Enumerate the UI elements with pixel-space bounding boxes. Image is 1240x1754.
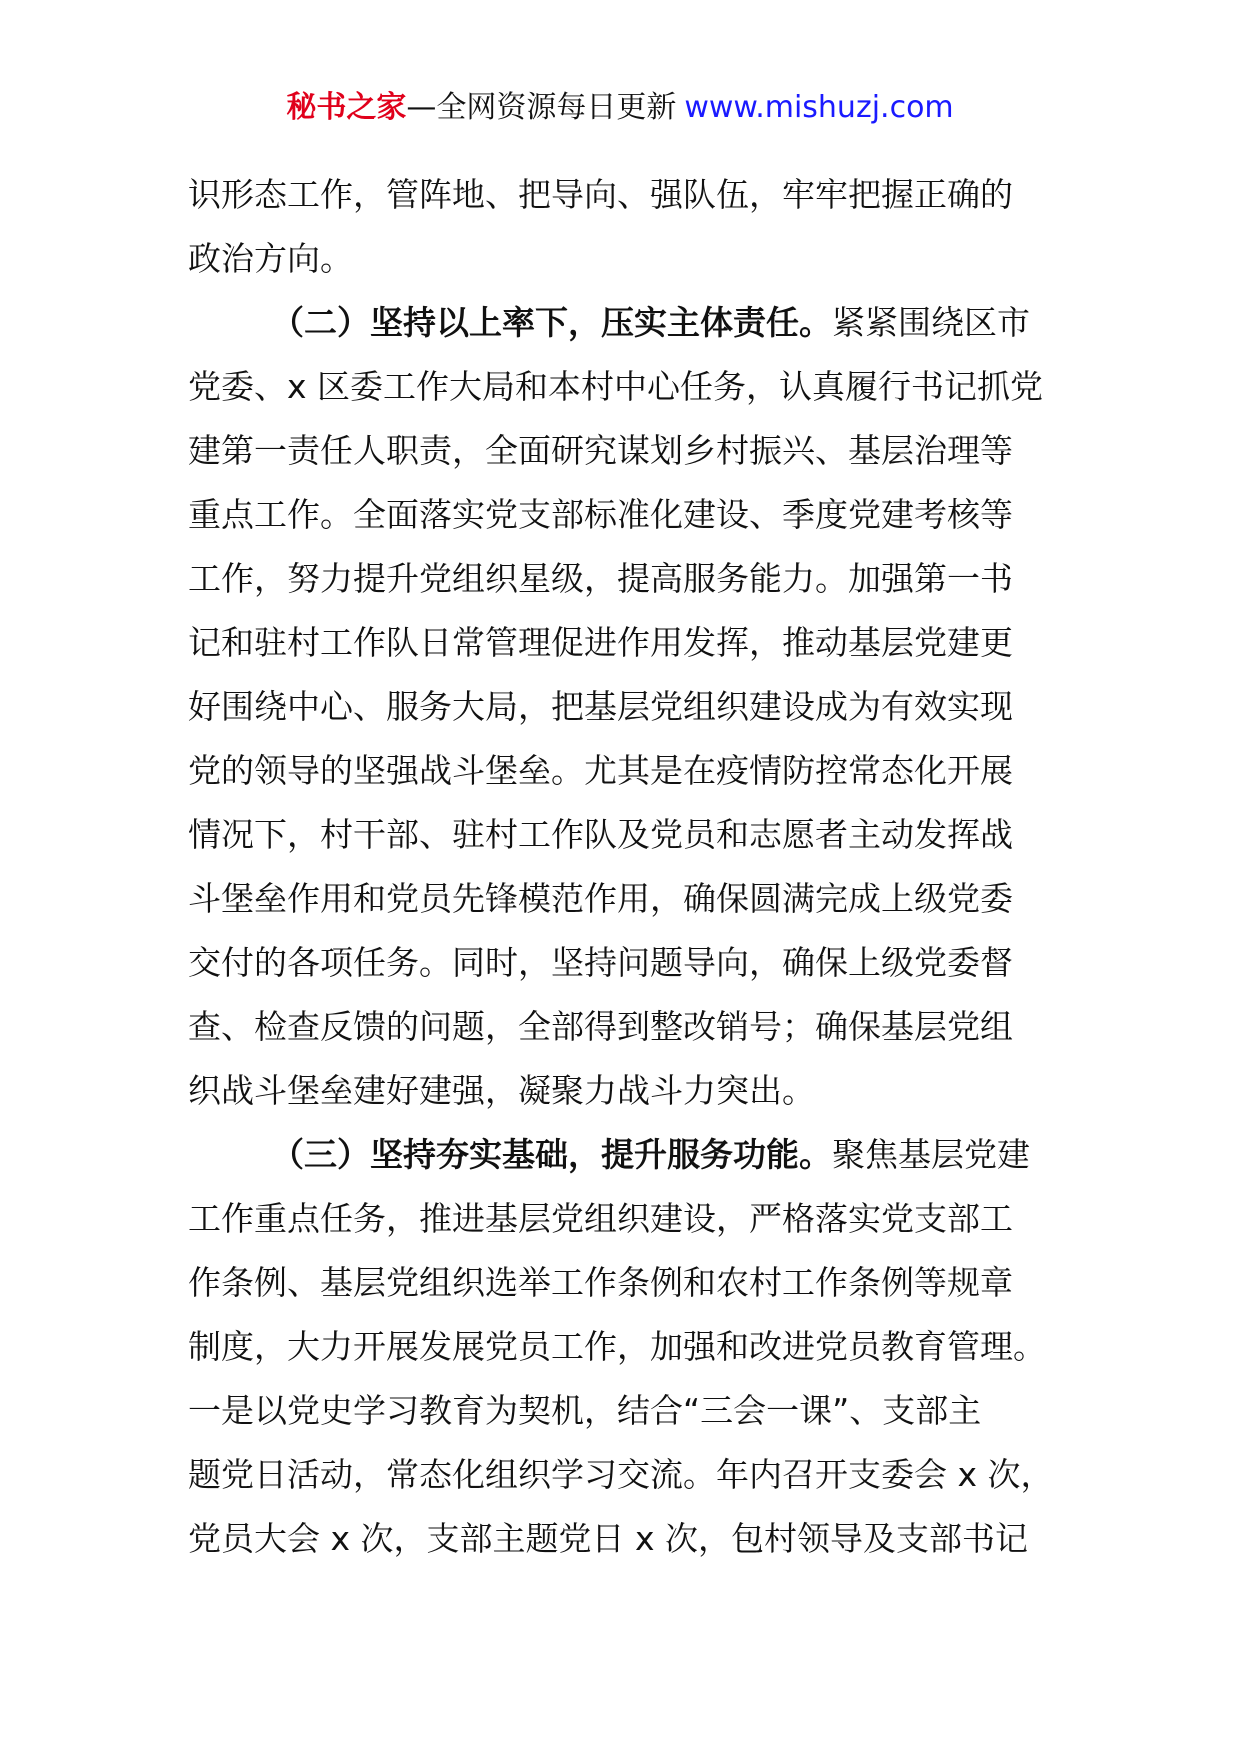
- text-line: 织战斗堡垒建好建强，凝聚力战斗力突出。: [188, 1071, 815, 1110]
- text-line: 识形态工作，管阵地、把导向、强队伍，牢牢把握正确的: [188, 175, 1013, 214]
- section-2-first-line: [188, 291, 1064, 355]
- brand-name: 秘书之家: [286, 90, 407, 125]
- site-url-link[interactable]: www.mishuzj.com: [684, 90, 954, 125]
- header-tagline: —全网资源每日更新: [406, 90, 677, 125]
- section-3-first-line: [188, 1123, 1064, 1187]
- text-line: 作条例、基层党组织选举工作条例和农村工作条例等规章: [188, 1263, 1013, 1302]
- text-line: 情况下，村干部、驻村工作队及党员和志愿者主动发挥战: [188, 815, 1013, 854]
- text-line: 党的领导的坚强战斗堡垒。尤其是在疫情防控常态化开展: [188, 751, 1013, 790]
- site-header: [0, 88, 1240, 128]
- text-line: 政治方向。: [188, 239, 353, 278]
- section-2-heading: （二）坚持以上率下，压实主体责任。: [271, 303, 832, 342]
- text-line: 记和驻村工作队日常管理促进作用发挥，推动基层党建更: [188, 623, 1013, 662]
- section-3-heading: （三）坚持夯实基础，提升服务功能。: [271, 1135, 832, 1174]
- text-line: 工作重点任务，推进基层党组织建设，严格落实党支部工: [188, 1199, 1013, 1238]
- text-line: 好围绕中心、服务大局，把基层党组织建设成为有效实现: [188, 687, 1013, 726]
- text-line: 斗堡垒作用和党员先锋模范作用，确保圆满完成上级党委: [188, 879, 1013, 918]
- text-line: 党员大会 x 次，支部主题党日 x 次，包村领导及支部书记: [188, 1519, 1029, 1558]
- document-body: [188, 163, 1064, 1571]
- text-line: 建第一责任人职责，全面研究谋划乡村振兴、基层治理等: [188, 431, 1013, 470]
- text-line: 制度，大力开展发展党员工作，加强和改进党员教育管理。: [188, 1327, 1046, 1366]
- text-line: 聚焦基层党建: [832, 1135, 1030, 1174]
- text-line: 交付的各项任务。同时，坚持问题导向，确保上级党委督: [188, 943, 1013, 982]
- text-line: 题党日活动，常态化组织学习交流。年内召开支委会 x 次，: [188, 1455, 1054, 1494]
- text-line: 党委、x 区委工作大局和本村中心任务，认真履行书记抓党: [188, 367, 1044, 406]
- text-line: 重点工作。全面落实党支部标准化建设、季度党建考核等: [188, 495, 1013, 534]
- text-line: 紧紧围绕区市: [832, 303, 1030, 342]
- text-line: 工作，努力提升党组织星级，提高服务能力。加强第一书: [188, 559, 1013, 598]
- text-line: 一是以党史学习教育为契机，结合“三会一课”、支部主: [188, 1391, 982, 1430]
- text-line: 查、检查反馈的问题，全部得到整改销号；确保基层党组: [188, 1007, 1013, 1046]
